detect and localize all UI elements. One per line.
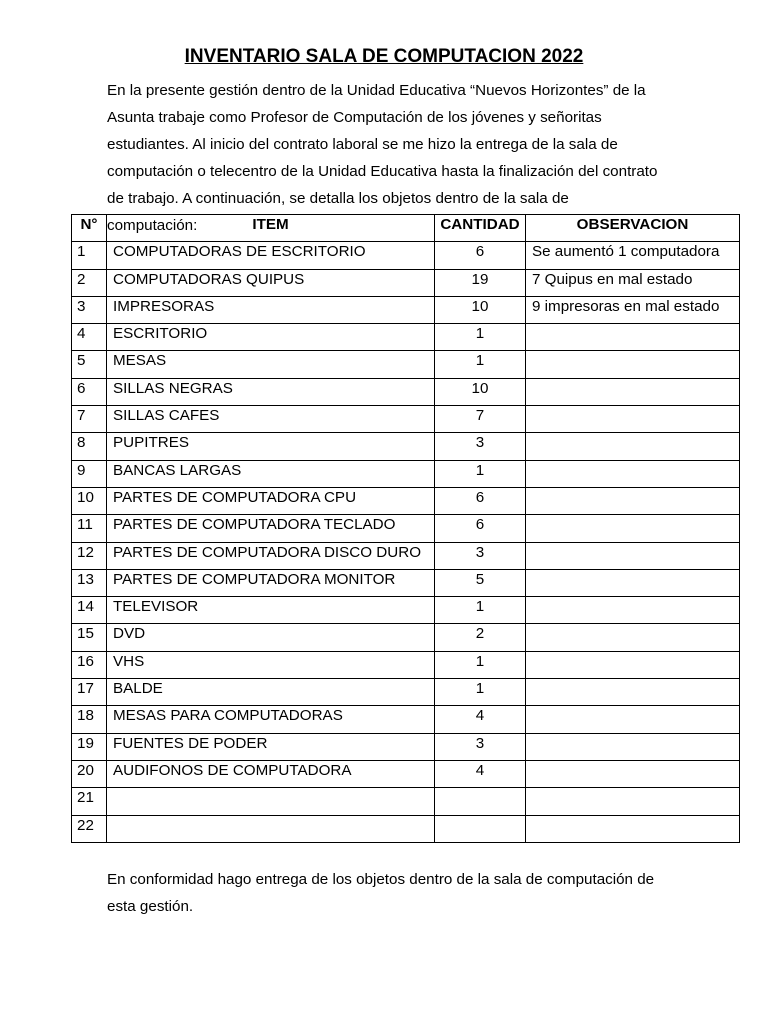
row-item-cell: MESAS PARA COMPUTADORAS — [107, 706, 435, 733]
table-row — [72, 651, 740, 678]
row-quantity-cell: 1 — [435, 460, 526, 487]
row-item-cell — [107, 815, 435, 842]
closing-line: En conformidad hago entrega de los objetos dentro de la sala de computación de — [107, 871, 655, 888]
row-observation-cell — [526, 679, 740, 706]
intro-line: En la presente gestión dentro de la Unidad Educativa “Nuevos Horizontes” de la — [107, 82, 646, 99]
row-quantity-cell: 1 — [435, 351, 526, 378]
row-quantity-cell: 7 — [435, 406, 526, 433]
row-item-cell: PARTES DE COMPUTADORA CPU — [107, 487, 435, 514]
row-number-cell: 17 — [72, 679, 107, 706]
header-observation: OBSERVACION — [526, 215, 740, 242]
row-quantity-cell: 1 — [435, 679, 526, 706]
table-row — [72, 733, 740, 760]
row-number-cell: 11 — [72, 515, 107, 542]
row-quantity-cell: 3 — [435, 733, 526, 760]
row-observation-cell — [526, 569, 740, 596]
row-number-cell: 9 — [72, 460, 107, 487]
table-row — [72, 296, 740, 323]
row-item-cell: IMPRESORAS — [107, 296, 435, 323]
row-observation-cell — [526, 597, 740, 624]
row-number-cell: 4 — [72, 324, 107, 351]
row-item-cell — [107, 788, 435, 815]
row-item-cell: VHS — [107, 651, 435, 678]
row-number-cell: 21 — [72, 788, 107, 815]
row-quantity-cell: 10 — [435, 296, 526, 323]
row-number-cell: 18 — [72, 706, 107, 733]
row-number-cell: 2 — [72, 269, 107, 296]
row-number-cell: 3 — [72, 296, 107, 323]
header-item: ITEM — [107, 215, 435, 242]
row-observation-cell — [526, 624, 740, 651]
table-row — [72, 760, 740, 787]
intro-line: estudiantes. Al inicio del contrato laboral se me hizo la entrega de la sala de — [107, 136, 618, 153]
closing-paragraph — [107, 866, 667, 920]
row-quantity-cell: 1 — [435, 597, 526, 624]
row-number-cell: 1 — [72, 242, 107, 269]
row-observation-cell — [526, 706, 740, 733]
table-row — [72, 788, 740, 815]
row-quantity-cell — [435, 788, 526, 815]
row-number-cell: 12 — [72, 542, 107, 569]
table-row — [72, 406, 740, 433]
row-quantity-cell: 1 — [435, 324, 526, 351]
table-row — [72, 487, 740, 514]
row-item-cell: DVD — [107, 624, 435, 651]
row-quantity-cell: 3 — [435, 433, 526, 460]
table-row — [72, 624, 740, 651]
row-item-cell: TELEVISOR — [107, 597, 435, 624]
row-observation-cell — [526, 351, 740, 378]
row-quantity-cell: 19 — [435, 269, 526, 296]
row-quantity-cell: 4 — [435, 760, 526, 787]
row-number-cell: 22 — [72, 815, 107, 842]
row-quantity-cell: 6 — [435, 487, 526, 514]
row-observation-cell — [526, 433, 740, 460]
row-number-cell: 5 — [72, 351, 107, 378]
row-observation-cell — [526, 378, 740, 405]
row-item-cell: PARTES DE COMPUTADORA DISCO DURO — [107, 542, 435, 569]
table-row — [72, 706, 740, 733]
closing-line: esta gestión. — [107, 898, 194, 915]
row-item-cell: PARTES DE COMPUTADORA MONITOR — [107, 569, 435, 596]
row-observation-cell: 7 Quipus en mal estado — [526, 269, 740, 296]
row-number-cell: 7 — [72, 406, 107, 433]
table-row — [72, 351, 740, 378]
row-observation-cell — [526, 733, 740, 760]
row-quantity-cell: 1 — [435, 651, 526, 678]
table-row — [72, 378, 740, 405]
row-item-cell: PARTES DE COMPUTADORA TECLADO — [107, 515, 435, 542]
document-title: INVENTARIO SALA DE COMPUTACION 2022 — [184, 46, 584, 67]
table-row — [72, 433, 740, 460]
table-body — [72, 242, 740, 843]
row-observation-cell — [526, 487, 740, 514]
table-row — [72, 815, 740, 842]
table-row — [72, 569, 740, 596]
row-quantity-cell: 4 — [435, 706, 526, 733]
row-observation-cell: 9 impresoras en mal estado — [526, 296, 740, 323]
table-row — [72, 679, 740, 706]
row-number-cell: 15 — [72, 624, 107, 651]
intro-line: de trabajo. A continuación, se detalla los objetos dentro de la sala de computación: — [107, 190, 569, 234]
row-observation-cell — [526, 815, 740, 842]
row-observation-cell — [526, 788, 740, 815]
row-item-cell: SILLAS NEGRAS — [107, 378, 435, 405]
row-quantity-cell: 6 — [435, 242, 526, 269]
row-item-cell: COMPUTADORAS QUIPUS — [107, 269, 435, 296]
table-row — [72, 542, 740, 569]
row-number-cell: 20 — [72, 760, 107, 787]
row-quantity-cell — [435, 815, 526, 842]
row-item-cell: SILLAS CAFES — [107, 406, 435, 433]
row-number-cell: 8 — [72, 433, 107, 460]
row-observation-cell: Se aumentó 1 computadora — [526, 242, 740, 269]
row-item-cell: ESCRITORIO — [107, 324, 435, 351]
row-number-cell: 19 — [72, 733, 107, 760]
row-observation-cell — [526, 542, 740, 569]
row-number-cell: 14 — [72, 597, 107, 624]
row-quantity-cell: 2 — [435, 624, 526, 651]
table-header-row — [72, 215, 740, 242]
row-item-cell: AUDIFONOS DE COMPUTADORA — [107, 760, 435, 787]
row-quantity-cell: 5 — [435, 569, 526, 596]
intro-line: computación o telecentro de la Unidad Educativa hasta la finalización del contrato — [107, 163, 658, 180]
header-number: N° — [72, 215, 107, 242]
row-item-cell: PUPITRES — [107, 433, 435, 460]
inventory-table — [71, 214, 740, 843]
row-number-cell: 13 — [72, 569, 107, 596]
row-observation-cell — [526, 651, 740, 678]
row-observation-cell — [526, 460, 740, 487]
row-item-cell: MESAS — [107, 351, 435, 378]
row-item-cell: FUENTES DE PODER — [107, 733, 435, 760]
row-number-cell: 6 — [72, 378, 107, 405]
row-quantity-cell: 10 — [435, 378, 526, 405]
row-quantity-cell: 6 — [435, 515, 526, 542]
table-row — [72, 460, 740, 487]
row-item-cell: BANCAS LARGAS — [107, 460, 435, 487]
table-row — [72, 324, 740, 351]
intro-line: Asunta trabaje como Profesor de Computación de los jóvenes y señoritas — [107, 109, 602, 126]
row-observation-cell — [526, 324, 740, 351]
table-row — [72, 269, 740, 296]
row-observation-cell — [526, 760, 740, 787]
row-item-cell: COMPUTADORAS DE ESCRITORIO — [107, 242, 435, 269]
header-quantity: CANTIDAD — [435, 215, 526, 242]
row-quantity-cell: 3 — [435, 542, 526, 569]
table-row — [72, 242, 740, 269]
row-observation-cell — [526, 406, 740, 433]
table-row — [72, 515, 740, 542]
row-number-cell: 16 — [72, 651, 107, 678]
row-number-cell: 10 — [72, 487, 107, 514]
table-row — [72, 597, 740, 624]
row-observation-cell — [526, 515, 740, 542]
row-item-cell: BALDE — [107, 679, 435, 706]
